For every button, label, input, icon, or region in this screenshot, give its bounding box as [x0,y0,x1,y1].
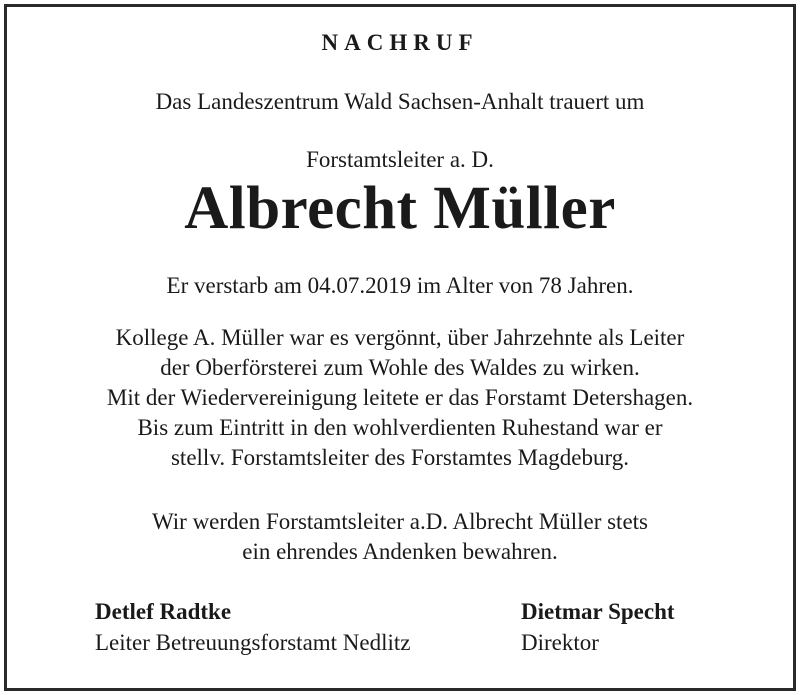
signature-left [95,596,411,658]
signatory-name: Dietmar Specht [521,599,675,624]
deceased-name: Albrecht Müller [184,175,616,242]
signatory-role: Leiter Betreuungsforstamt Nedlitz [95,630,411,655]
deceased-title: Forstamtsleiter a. D. [306,147,494,172]
signatory-name: Detlef Radtke [95,599,232,624]
tribute-line: Mit der Wiedervereinigung leitete er das Forstamt Detershagen. [106,385,694,410]
intro-line: Das Landeszentrum Wald Sachsen-Anhalt trauert um [155,89,645,114]
closing-line: ein ehrendes Andenken bewahren. [242,539,558,564]
tribute-line: Bis zum Eintritt in den wohlverdienten Ruhestand war er [137,415,663,440]
death-date-line: Er verstarb am 04.07.2019 im Alter von 78 Jahren. [166,273,634,298]
closing-line: Wir werden Forstamtsleiter a.D. Albrecht Müller stets [151,509,648,534]
tribute-paragraph [0,323,800,473]
tribute-line: stellv. Forstamtsleiter des Forstamtes Magdeburg. [170,445,630,470]
signature-right [521,596,675,658]
notice-heading: NACHRUF [321,30,479,55]
tribute-line: der Oberförsterei zum Wohle des Waldes zu wirken. [160,355,640,380]
closing-paragraph [0,507,800,567]
tribute-line: Kollege A. Müller war es vergönnt, über Jahrzehnte als Leiter [115,325,685,350]
signatory-role: Direktor [521,630,599,655]
